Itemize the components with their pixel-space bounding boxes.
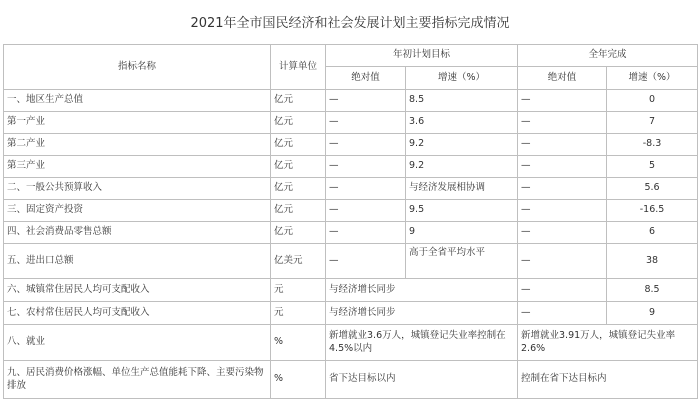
actual-merged-cell: 新增就业3.91万人，城镇登记失业率2.6% [518,325,698,361]
table-row [4,325,698,361]
actual-growth-cell: 5.6 [607,178,698,200]
plan-absolute-cell: — [326,178,406,200]
indicator-name: 第二产业 [4,134,271,156]
header-plan-group: 年初计划目标 [326,45,518,67]
table-row [4,134,698,156]
plan-absolute-cell: — [326,244,406,279]
unit-cell: % [271,361,326,399]
header-actual-absolute: 绝对值 [518,67,607,90]
header-plan-absolute: 绝对值 [326,67,406,90]
unit-cell: 亿元 [271,222,326,244]
table-row [4,302,698,325]
plan-merged-cell: 与经济增长同步 [326,279,518,302]
table-row [4,178,698,200]
unit-cell: 亿元 [271,178,326,200]
unit-cell: 亿元 [271,134,326,156]
actual-absolute-cell: — [518,178,607,200]
indicators-table [3,44,698,399]
page-title: 2021年全市国民经济和社会发展计划主要指标完成情况 [190,16,510,31]
table-row [4,244,698,279]
indicator-name: 三、固定资产投资 [4,200,271,222]
plan-growth-cell: 9.2 [406,156,518,178]
actual-absolute-cell: — [518,90,607,112]
plan-growth-cell: 9.5 [406,200,518,222]
indicator-name: 九、居民消费价格涨幅、单位生产总值能耗下降、主要污染物排放 [4,361,271,399]
table-row [4,222,698,244]
table-row [4,200,698,222]
actual-merged-cell: 控制在省下达目标内 [518,361,698,399]
plan-merged-cell: 与经济增长同步 [326,302,518,325]
indicator-name: 七、农村常住居民人均可支配收入 [4,302,271,325]
plan-growth-cell: 8.5 [406,90,518,112]
plan-growth-cell: 与经济发展相协调 [406,178,518,200]
header-actual-growth: 增速（%） [607,67,698,90]
plan-growth-cell: 9.2 [406,134,518,156]
actual-absolute-cell: — [518,134,607,156]
unit-cell: 亿元 [271,90,326,112]
actual-absolute-cell: — [518,200,607,222]
actual-absolute-cell: — [518,279,607,302]
indicator-name: 一、地区生产总值 [4,90,271,112]
unit-cell: 亿元 [271,112,326,134]
actual-growth-cell: 9 [607,302,698,325]
table-row [4,90,698,112]
actual-growth-cell: -16.5 [607,200,698,222]
header-plan-growth: 增速（%） [406,67,518,90]
indicator-name: 第一产业 [4,112,271,134]
unit-cell: 元 [271,279,326,302]
header-indicator: 指标名称 [4,45,271,90]
header-actual-group: 全年完成 [518,45,698,67]
header-unit: 计算单位 [271,45,326,90]
table-row [4,361,698,399]
table-row [4,112,698,134]
actual-absolute-cell: — [518,222,607,244]
actual-growth-cell: 5 [607,156,698,178]
table-row [4,279,698,302]
plan-absolute-cell: — [326,222,406,244]
unit-cell: 亿元 [271,200,326,222]
plan-absolute-cell: — [326,200,406,222]
actual-absolute-cell: — [518,302,607,325]
table-row [4,156,698,178]
actual-growth-cell: -8.3 [607,134,698,156]
plan-absolute-cell: — [326,134,406,156]
unit-cell: 元 [271,302,326,325]
plan-merged-cell: 省下达目标以内 [326,361,518,399]
indicator-name: 第三产业 [4,156,271,178]
indicator-name: 四、社会消费品零售总额 [4,222,271,244]
plan-growth-cell: 9 [406,222,518,244]
plan-merged-cell: 新增就业3.6万人，城镇登记失业率控制在4.5%以内 [326,325,518,361]
actual-growth-cell: 38 [607,244,698,279]
actual-growth-cell: 7 [607,112,698,134]
plan-growth-cell: 高于全省平均水平 [406,244,518,279]
actual-absolute-cell: — [518,112,607,134]
actual-growth-cell: 0 [607,90,698,112]
actual-absolute-cell: — [518,244,607,279]
indicator-name: 六、城镇常住居民人均可支配收入 [4,279,271,302]
actual-absolute-cell: — [518,156,607,178]
unit-cell: 亿美元 [271,244,326,279]
indicator-name: 二、一般公共预算收入 [4,178,271,200]
plan-growth-cell: 3.6 [406,112,518,134]
plan-absolute-cell: — [326,90,406,112]
unit-cell: % [271,325,326,361]
unit-cell: 亿元 [271,156,326,178]
plan-absolute-cell: — [326,156,406,178]
indicator-name: 五、进出口总额 [4,244,271,279]
actual-growth-cell: 6 [607,222,698,244]
plan-absolute-cell: — [326,112,406,134]
indicator-name: 八、就业 [4,325,271,361]
actual-growth-cell: 8.5 [607,279,698,302]
